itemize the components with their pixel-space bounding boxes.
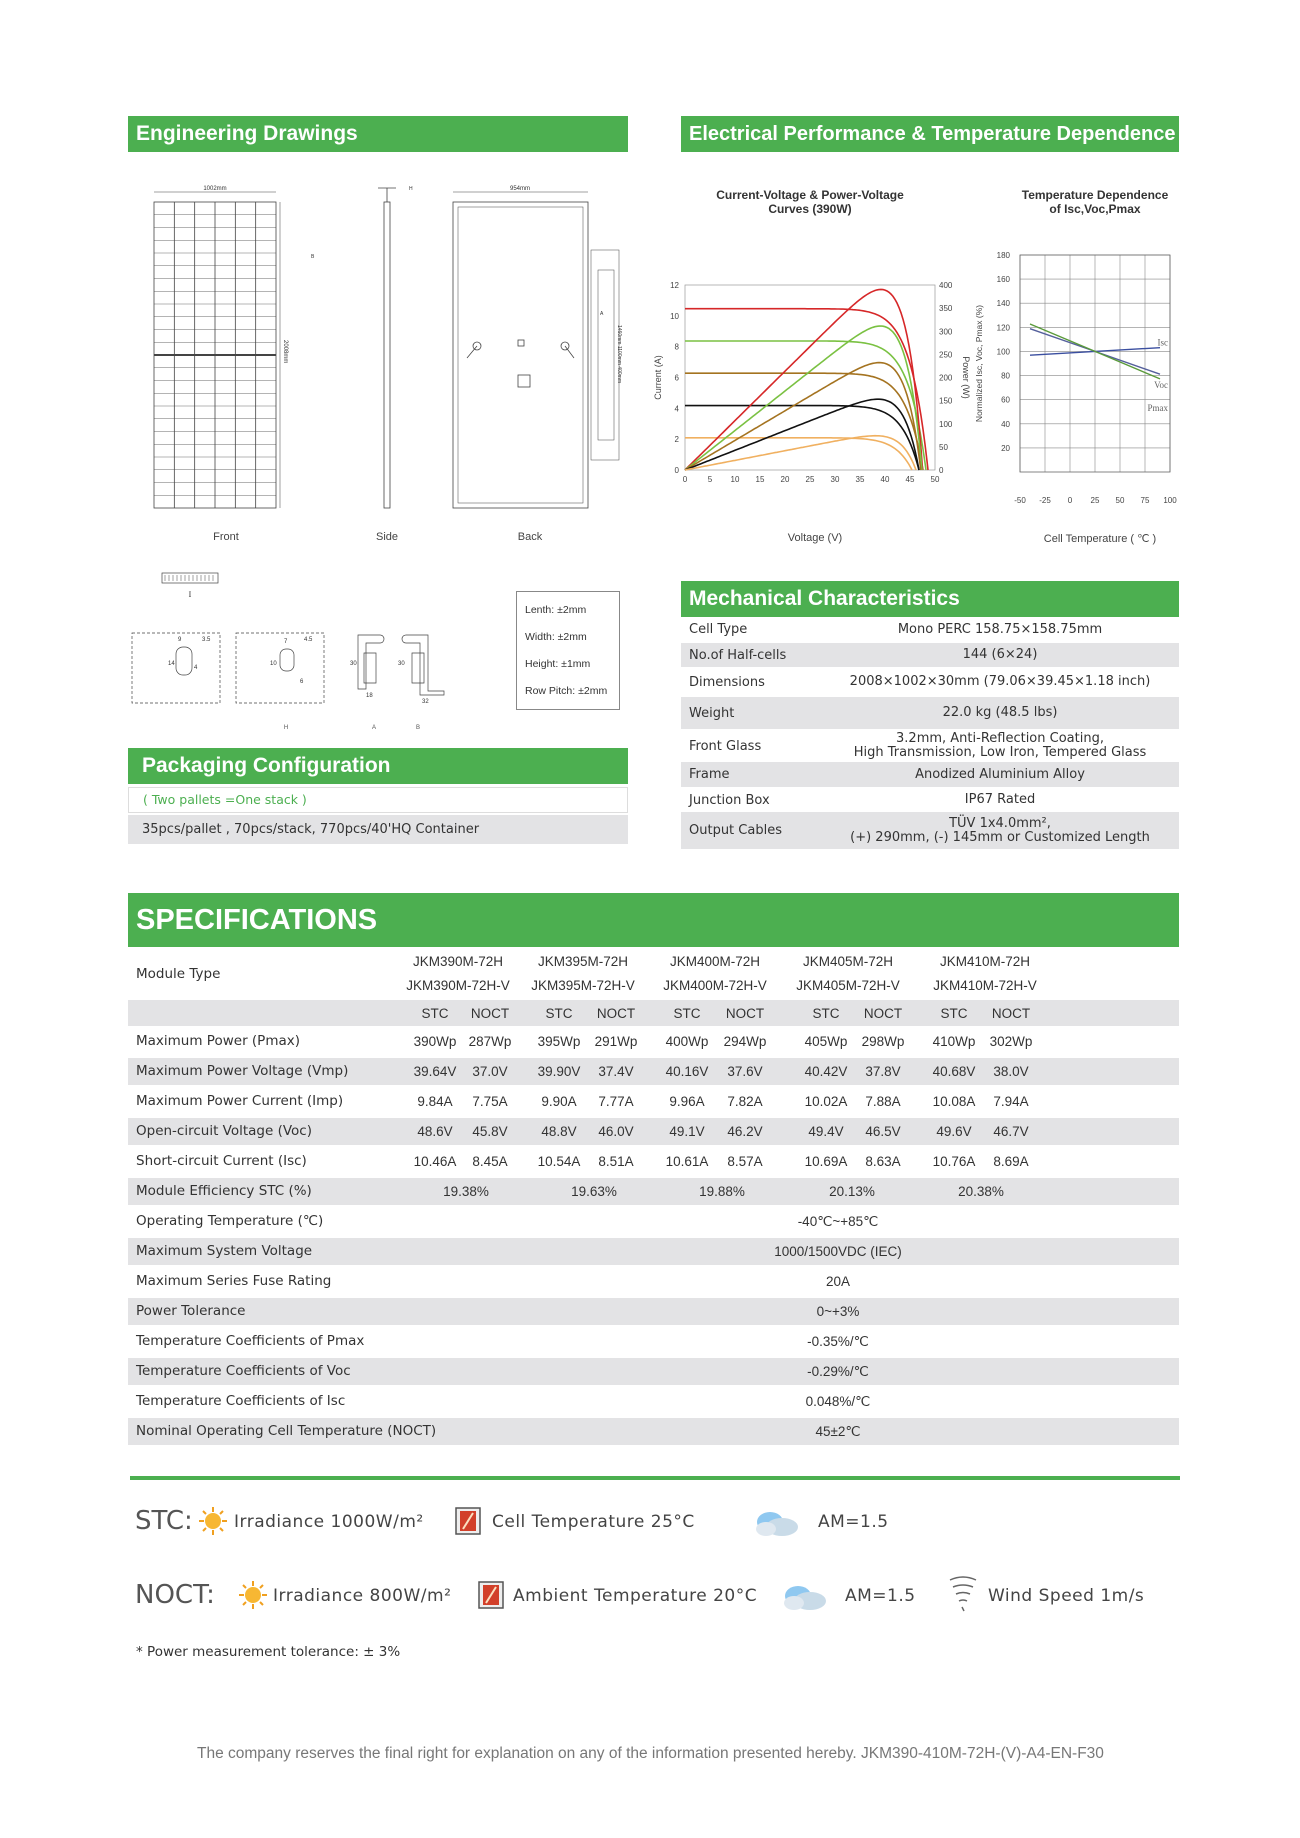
sun-icon (198, 1506, 228, 1536)
front-width-label: 1002mm (203, 186, 227, 192)
spec-cell: 46.5V (865, 1124, 901, 1139)
spec-cell: 9.90A (541, 1094, 577, 1109)
iv-x-tick: 50 (930, 475, 940, 484)
spec-cell: 10.02A (804, 1094, 848, 1109)
stc-label: STC: (135, 1506, 193, 1536)
spec-cell: STC (940, 1006, 968, 1021)
spec-label: Maximum Power (Pmax) (136, 1033, 301, 1049)
module-type-row (128, 950, 1179, 998)
iv-y-right-tick: 150 (939, 396, 953, 406)
footer-text: The company reserves the final right for explanation on any of the information presented hereby. JKM390-410M-72H-(V)-A4-EN-F30 (197, 1745, 1104, 1762)
detail-num: 4.5 (304, 637, 313, 643)
mechanical-label: Weight (689, 705, 735, 721)
engineering-drawings-header: Engineering Drawings (128, 116, 628, 152)
tolerance-height: Height: ±1mm (525, 658, 591, 670)
spec-cell: 10.61A (665, 1154, 709, 1169)
stc-cell-temperature: Cell Temperature 25°C (492, 1512, 695, 1532)
model-name-v: JKM395M-72H-V (531, 978, 635, 993)
mechanical-label: Front Glass (689, 738, 762, 754)
iv-y-left-tick: 4 (674, 404, 679, 414)
spec-label: Maximum Series Fuse Rating (136, 1273, 332, 1289)
spec-label: Power Tolerance (136, 1303, 246, 1319)
temp-y-tick: 120 (996, 323, 1010, 333)
detail-num: 30 (350, 661, 357, 667)
spec-cell: 48.6V (417, 1124, 453, 1139)
thermometer-icon (453, 1505, 483, 1537)
mechanical-row (681, 731, 1179, 761)
mechanical-row (681, 812, 1179, 849)
model-name-v: JKM410M-72H-V (933, 978, 1037, 993)
front-b-label: B (311, 254, 315, 260)
mechanical-row (681, 643, 1179, 667)
iv-chart (640, 270, 980, 520)
spec-cell: 48.8V (541, 1124, 577, 1139)
mechanical-value-line: (+) 290mm, (-) 145mm or Customized Length (850, 829, 1150, 845)
back-dims-label: 1460mm 1100mm 400mm (616, 325, 622, 383)
iv-y-right-tick: 400 (939, 281, 953, 290)
detail-num: 9 (178, 637, 182, 643)
temp-x-tick: 75 (1140, 496, 1150, 505)
detail-num: 18 (366, 693, 373, 699)
mechanical-value (821, 768, 1179, 782)
side-view-drawing (378, 188, 396, 508)
mechanical-row (681, 762, 1179, 787)
front-height-label: 2008mm (282, 340, 288, 364)
spec-row (128, 1208, 1179, 1235)
noct-ambient-temperature: Ambient Temperature 20°C (513, 1586, 758, 1606)
iv-x-tick: 0 (682, 475, 688, 484)
model-name: JKM400M-72H (669, 954, 761, 969)
iv-x-tick: 20 (780, 475, 790, 484)
temp-y-tick: 160 (996, 275, 1010, 285)
spec-value: 20A (825, 1274, 851, 1289)
temp-y-tick: 20 (1001, 443, 1010, 453)
cloud-icon (780, 1582, 830, 1612)
mechanical-label: Output Cables (689, 823, 782, 838)
temp-series-label: Pmax (1147, 402, 1168, 413)
temp-x-tick: -50 (1014, 496, 1026, 505)
spec-value: -0.29%/℃ (807, 1364, 869, 1379)
detail-num: 6 (300, 679, 304, 685)
spec-cell: 10.69A (804, 1154, 848, 1169)
front-caption: Front (213, 531, 239, 543)
spec-cell: 8.51A (598, 1154, 634, 1169)
iv-y-right-tick: 50 (939, 442, 948, 452)
iv-chart-title (690, 188, 930, 216)
spec-cell: 410Wp (932, 1034, 976, 1049)
spec-cell: 40.42V (804, 1064, 848, 1079)
detail-num: 10 (270, 661, 277, 667)
spec-cell: STC (812, 1006, 840, 1021)
spec-value: 0~+3% (816, 1304, 860, 1319)
iv-y-left-tick: 10 (670, 311, 679, 321)
spec-cell: NOCT (863, 1006, 903, 1021)
tolerance-length: Lenth: ±2mm (525, 604, 587, 616)
iv-x-tick: 35 (855, 475, 865, 484)
spec-label: Temperature Coefficients of Voc (136, 1363, 351, 1379)
iv-y-left-tick: 0 (674, 466, 679, 475)
spec-cell: 46.0V (598, 1124, 634, 1139)
spec-value: -0.35%/℃ (807, 1334, 869, 1349)
iv-x-tick: 5 (707, 475, 713, 484)
packaging-detail: 35pcs/pallet , 70pcs/stack, 770pcs/40'HQ Container (128, 815, 628, 844)
spec-row (128, 1388, 1179, 1415)
iv-y-left-tick: 6 (674, 373, 679, 383)
spec-cell: 10.08A (932, 1094, 976, 1109)
mechanical-row (681, 618, 1179, 641)
spec-cell: 7.75A (472, 1094, 508, 1109)
spec-row (128, 1298, 1179, 1325)
spec-cell: 298Wp (861, 1034, 905, 1049)
iv-x-tick: 10 (730, 475, 740, 484)
side-h-label: H (409, 186, 413, 192)
cloud-icon (752, 1508, 802, 1538)
mechanical-row (681, 697, 1179, 729)
iv-y-right-tick: 0 (939, 466, 944, 475)
spec-label: Maximum Power Voltage (Vmp) (136, 1063, 349, 1079)
model-name: JKM405M-72H (802, 954, 894, 969)
spec-cell: NOCT (725, 1006, 765, 1021)
spec-row (128, 1238, 1179, 1265)
noct-label: NOCT: (135, 1580, 215, 1610)
specifications-header: SPECIFICATIONS (128, 893, 1179, 947)
temp-chart-title-line1: Temperature Dependence (1021, 188, 1169, 202)
iv-y-left-tick: 12 (670, 281, 679, 290)
temp-chart-xlabel: Cell Temperature ( ℃ ) (1043, 533, 1157, 545)
thermometer-icon (476, 1579, 506, 1611)
tolerance-box (516, 591, 620, 710)
spec-value: 45±2℃ (815, 1424, 861, 1439)
spec-cell: 8.45A (472, 1154, 508, 1169)
spec-cell: 395Wp (537, 1034, 581, 1049)
spec-cell: 49.4V (808, 1124, 844, 1139)
model-name-v: JKM400M-72H-V (663, 978, 767, 993)
iv-y-right-tick: 300 (939, 327, 953, 337)
mechanical-value-line: TÜV 1x4.0mm², (949, 815, 1051, 831)
spec-cell: 37.6V (727, 1064, 763, 1079)
iv-series-p-v-600w-m2 (685, 363, 921, 470)
temp-x-tick: 100 (1163, 496, 1177, 505)
back-view-drawing (453, 192, 619, 508)
spec-value: 0.048%/℃ (805, 1394, 871, 1409)
spec-cell: 10.46A (413, 1154, 457, 1169)
iv-series-p-v-1000w-m2 (685, 289, 923, 470)
mechanical-value-line: Anodized Aluminium Alloy (915, 766, 1085, 782)
mechanical-value (821, 817, 1179, 845)
mechanical-row (681, 789, 1179, 811)
mechanical-value-line: IP67 Rated (964, 792, 1036, 807)
mechanical-value (821, 675, 1179, 689)
iv-x-tick: 15 (755, 475, 765, 484)
temp-chart-title (1000, 188, 1190, 216)
spec-cell: 46.2V (727, 1124, 763, 1139)
detail-num: 4 (194, 665, 198, 671)
iv-y-right-tick: 350 (939, 304, 953, 314)
spec-label: Open-circuit Voltage (Voc) (136, 1123, 313, 1139)
mechanical-value-line: Mono PERC 158.75×158.75mm (897, 621, 1103, 637)
spec-label: Temperature Coefficients of Isc (136, 1393, 346, 1409)
spec-cell: 400Wp (665, 1034, 709, 1049)
power-tolerance-note: * Power measurement tolerance: ± 3% (136, 1644, 401, 1660)
spec-cell: 38.0V (993, 1064, 1029, 1079)
iv-y-left-tick: 2 (674, 435, 679, 445)
spec-cell: 37.8V (865, 1064, 901, 1079)
spec-row (128, 1148, 1179, 1175)
iv-x-tick: 25 (805, 475, 815, 484)
green-divider (130, 1476, 1180, 1480)
spec-cell: 7.88A (865, 1094, 901, 1109)
spec-label: Module Efficiency STC (%) (136, 1183, 312, 1199)
detail-h-label: H (283, 725, 289, 731)
packaging-configuration-header: Packaging Configuration (128, 748, 628, 784)
spec-row (128, 1058, 1179, 1085)
spec-row (128, 1028, 1179, 1055)
spec-cell: 302Wp (989, 1034, 1033, 1049)
mechanical-label: Cell Type (689, 622, 748, 637)
noct-wind-speed: Wind Speed 1m/s (988, 1586, 1145, 1606)
model-name: JKM390M-72H (412, 954, 504, 969)
detail-num: 14 (168, 661, 175, 667)
iv-y-right-label: Power (W) (961, 356, 971, 399)
electrical-performance-header: Electrical Performance & Temperature Dependence (681, 116, 1179, 152)
front-view-drawing (154, 192, 280, 508)
temp-series-label: Voc (1154, 380, 1168, 391)
spec-cell: 10.54A (537, 1154, 581, 1169)
spec-cell: 294Wp (723, 1034, 767, 1049)
mechanical-value (821, 623, 1179, 637)
spec-label: Short-circuit Current (Isc) (136, 1153, 307, 1169)
spec-cell: 8.63A (865, 1154, 901, 1169)
detail-num: 32 (422, 699, 429, 705)
back-width-label: 954mm (509, 186, 531, 192)
spec-row (128, 1118, 1179, 1145)
temp-chart-title-line2: of Isc,Voc,Pmax (1049, 202, 1141, 216)
stc-noct-header-row (128, 1000, 1179, 1026)
detail-drawings (128, 565, 448, 735)
temp-y-tick: 140 (996, 299, 1010, 309)
iv-x-tick: 40 (880, 475, 890, 484)
spec-cell: 39.90V (537, 1064, 581, 1079)
temp-y-tick: 180 (996, 251, 1010, 260)
spec-label: Temperature Coefficients of Pmax (136, 1333, 365, 1349)
tolerance-width: Width: ±2mm (525, 631, 587, 643)
temp-y-tick: 60 (1001, 395, 1010, 405)
mechanical-value-line: 22.0 kg (48.5 lbs) (942, 705, 1058, 720)
spec-cell: 7.94A (993, 1094, 1029, 1109)
iv-y-left-tick: 8 (674, 342, 679, 352)
iv-chart-xlabel: Voltage (V) (787, 532, 843, 544)
spec-cell: 20.13% (829, 1184, 875, 1199)
spec-cell: 390Wp (413, 1034, 457, 1049)
mechanical-value-line: 3.2mm, Anti-Reflection Coating, (896, 731, 1104, 746)
detail-num: 3.5 (202, 637, 211, 643)
tolerance-row-pitch: Row Pitch: ±2mm (525, 685, 608, 697)
mechanical-value (821, 648, 1179, 662)
stc-air-mass: AM=1.5 (818, 1512, 889, 1532)
mechanical-row (681, 669, 1179, 695)
iv-chart-title-line2: Curves (390W) (768, 202, 852, 216)
mechanical-value-line: 144 (6×24) (962, 647, 1038, 662)
mechanical-label: Dimensions (689, 674, 765, 690)
spec-cell: 8.57A (727, 1154, 763, 1169)
spec-cell: NOCT (470, 1006, 510, 1021)
spec-cell: 40.16V (665, 1064, 709, 1079)
detail-b-label: B (415, 725, 421, 731)
spec-cell: 19.88% (699, 1184, 745, 1199)
packaging-note: ( Two pallets =One stack ) (128, 787, 628, 813)
spec-cell: 40.68V (932, 1064, 976, 1079)
spec-cell: 19.38% (443, 1184, 489, 1199)
iv-y-left-label: Current (A) (653, 355, 663, 400)
detail-i-label: I (188, 590, 192, 599)
temp-x-tick: 0 (1067, 496, 1073, 505)
temp-x-tick: -25 (1039, 496, 1051, 505)
detail-num: 7 (284, 639, 288, 645)
temp-y-tick: 40 (1001, 419, 1010, 429)
spec-row (128, 1268, 1179, 1295)
spec-cell: 20.38% (958, 1184, 1004, 1199)
mechanical-label: Frame (689, 767, 730, 782)
temp-y-tick: 100 (996, 347, 1010, 357)
temp-x-tick: 25 (1090, 496, 1100, 505)
iv-y-right-tick: 100 (939, 419, 953, 429)
temp-y-label: Normalized Isc, Voc, Pmax (%) (974, 304, 984, 423)
spec-cell: 49.6V (936, 1124, 972, 1139)
spec-value: 1000/1500VDC (IEC) (774, 1244, 902, 1259)
spec-cell: 49.1V (669, 1124, 705, 1139)
model-name: JKM395M-72H (537, 954, 629, 969)
spec-cell: STC (673, 1006, 701, 1021)
spec-cell: 46.7V (993, 1124, 1029, 1139)
spec-cell: 37.4V (598, 1064, 634, 1079)
spec-cell: 19.63% (571, 1184, 617, 1199)
mechanical-value-line: High Transmission, Low Iron, Tempered Glass (853, 745, 1147, 760)
temp-y-tick: 80 (1001, 371, 1010, 381)
stc-irradiance: Irradiance 1000W/m² (234, 1512, 424, 1532)
spec-cell: 7.82A (727, 1094, 763, 1109)
mechanical-value (821, 793, 1179, 807)
detail-num: 30 (398, 661, 405, 667)
spec-cell: 7.77A (598, 1094, 634, 1109)
spec-cell: STC (545, 1006, 573, 1021)
noct-air-mass: AM=1.5 (845, 1586, 916, 1606)
spec-label: Maximum Power Current (Imp) (136, 1093, 344, 1109)
model-name: JKM410M-72H (939, 954, 1031, 969)
spec-cell: 405Wp (804, 1034, 848, 1049)
iv-y-right-tick: 250 (939, 350, 953, 360)
mechanical-label: Junction Box (689, 792, 770, 808)
mechanical-characteristics-header: Mechanical Characteristics (681, 581, 1179, 617)
spec-row (128, 1418, 1179, 1445)
model-name-v: JKM390M-72H-V (406, 978, 510, 993)
spec-label: Maximum System Voltage (136, 1243, 313, 1259)
spec-row (128, 1358, 1179, 1385)
model-name-v: JKM405M-72H-V (796, 978, 900, 993)
engineering-drawings (128, 180, 628, 560)
iv-series-p-v-200w-m2 (685, 436, 916, 470)
spec-row (128, 1088, 1179, 1115)
spec-cell: 8.69A (993, 1154, 1029, 1169)
spec-label: Operating Temperature (℃) (136, 1213, 324, 1229)
temp-chart (970, 240, 1190, 525)
side-caption: Side (375, 531, 399, 543)
back-a-label: A (600, 311, 604, 317)
temp-series-label: Isc (1157, 337, 1168, 348)
iv-chart-title-line1: Current-Voltage & Power-Voltage (716, 188, 904, 202)
mechanical-value (821, 706, 1179, 720)
sun-icon (238, 1580, 268, 1610)
spec-cell: NOCT (596, 1006, 636, 1021)
detail-a-label: A (371, 725, 377, 731)
spec-cell: 10.76A (932, 1154, 976, 1169)
wind-icon (946, 1574, 980, 1614)
spec-cell: NOCT (991, 1006, 1031, 1021)
iv-y-right-tick: 200 (939, 373, 953, 383)
spec-row (128, 1178, 1179, 1205)
spec-cell: 9.84A (417, 1094, 453, 1109)
mechanical-value-line: 2008×1002×30mm (79.06×39.45×1.18 inch) (849, 674, 1151, 689)
back-caption: Back (517, 531, 543, 543)
spec-value: -40℃~+85℃ (797, 1214, 879, 1229)
mechanical-value (821, 732, 1179, 760)
noct-irradiance: Irradiance 800W/m² (273, 1586, 452, 1606)
spec-cell: 287Wp (468, 1034, 512, 1049)
spec-cell: 39.64V (413, 1064, 457, 1079)
spec-label: Nominal Operating Cell Temperature (NOCT) (136, 1423, 437, 1439)
module-type-label: Module Type (136, 966, 221, 982)
mechanical-label: No.of Half-cells (689, 647, 787, 663)
iv-x-tick: 45 (905, 475, 915, 484)
spec-cell: STC (421, 1006, 449, 1021)
iv-x-tick: 30 (830, 475, 840, 484)
spec-row (128, 1328, 1179, 1355)
spec-cell: 45.8V (472, 1124, 508, 1139)
spec-cell: 291Wp (594, 1034, 638, 1049)
spec-cell: 9.96A (669, 1094, 705, 1109)
spec-cell: 37.0V (472, 1064, 508, 1079)
temp-x-tick: 50 (1115, 496, 1125, 505)
